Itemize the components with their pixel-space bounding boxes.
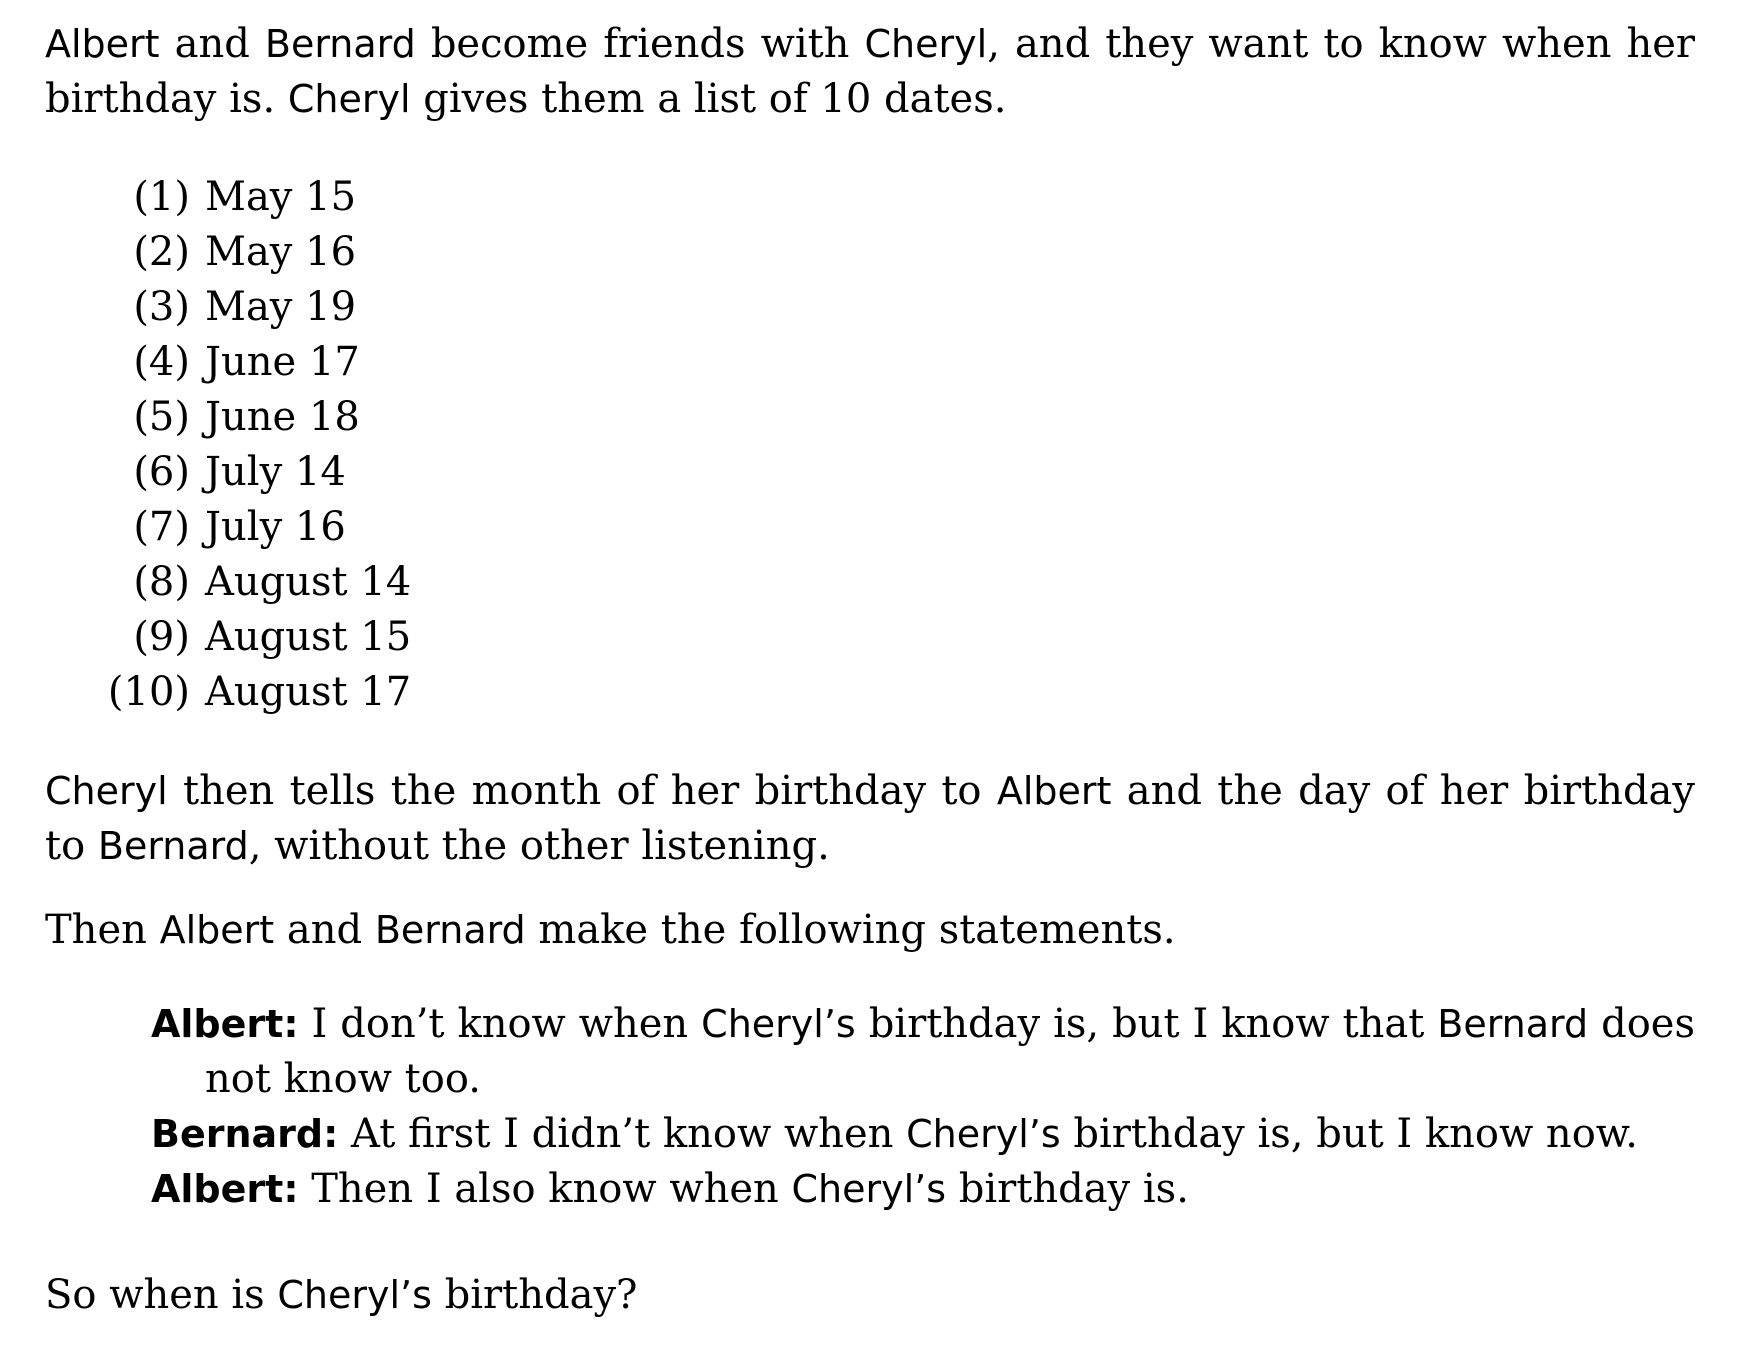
question-text-1: So when is xyxy=(45,1272,278,1318)
list-item xyxy=(45,390,745,445)
intro-paragraph xyxy=(45,17,1695,127)
item-date: August 15 xyxy=(205,614,412,660)
speaker-label: Bernard: xyxy=(151,1112,339,1156)
statement-text: Then I also know when xyxy=(298,1166,792,1212)
speaker-label: Albert: xyxy=(151,1167,299,1211)
intro-text-1: and xyxy=(159,21,265,67)
tell-text-2: and the day of her birthday to xyxy=(45,768,1695,869)
then-text-1: Then xyxy=(45,907,160,953)
item-date: August 17 xyxy=(205,669,412,715)
list-item xyxy=(45,500,745,555)
name-albert: Albert xyxy=(996,769,1112,813)
name-cheryls: Cheryl’s xyxy=(277,1273,432,1317)
list-item xyxy=(45,335,745,390)
item-number: (6) xyxy=(133,449,190,495)
speaker-label: Albert: xyxy=(151,1002,299,1046)
item-date: May 16 xyxy=(205,229,357,275)
statement-albert-2 xyxy=(151,1162,1695,1217)
tell-text-3: , without the other listening. xyxy=(248,823,830,869)
statement-text: birthday is. xyxy=(946,1166,1189,1212)
item-number: (10) xyxy=(107,669,190,715)
name-bernard: Bernard xyxy=(264,22,416,66)
list-item xyxy=(45,610,745,665)
date-list xyxy=(45,170,745,720)
name-cheryls: Cheryl’s xyxy=(791,1167,947,1211)
statement-text: At first I didn’t know when xyxy=(338,1111,907,1157)
item-date: May 19 xyxy=(205,284,357,330)
item-date: June 18 xyxy=(205,394,360,440)
item-number: (8) xyxy=(133,559,190,605)
list-item xyxy=(45,280,745,335)
statement-text: birthday is, but I know now. xyxy=(1060,1111,1638,1157)
intro-text-2: become friends with xyxy=(415,21,865,67)
name-albert: Albert xyxy=(159,908,275,952)
item-date: August 14 xyxy=(205,559,412,605)
item-number: (1) xyxy=(133,174,190,220)
intro-text-3: , and they want to know when her birthday is. xyxy=(45,21,1695,122)
list-item xyxy=(45,555,745,610)
item-date: June 17 xyxy=(205,339,360,385)
then-text-2: and xyxy=(274,907,375,953)
list-item xyxy=(45,170,745,225)
item-date: July 16 xyxy=(205,504,346,550)
statement-text: birthday is, but I know that xyxy=(855,1001,1438,1047)
item-number: (9) xyxy=(133,614,190,660)
item-number: (5) xyxy=(133,394,190,440)
name-cheryl: Cheryl xyxy=(287,77,411,121)
name-albert: Albert xyxy=(45,22,160,66)
tell-text-1: then tells the month of her birthday to xyxy=(167,768,997,814)
item-number: (4) xyxy=(133,339,190,385)
then-text-3: make the following statements. xyxy=(525,907,1176,953)
list-item xyxy=(45,225,745,280)
item-number: (3) xyxy=(133,284,190,330)
intro-text-4: gives them a list of 10 dates. xyxy=(410,76,1007,122)
name-cheryl: Cheryl xyxy=(864,22,988,66)
statement-text: I don’t know when xyxy=(298,1001,702,1047)
statement-albert-1 xyxy=(151,997,1695,1107)
item-date: May 15 xyxy=(205,174,357,220)
item-number: (7) xyxy=(133,504,190,550)
item-number: (2) xyxy=(133,229,190,275)
statement-text: does not know too. xyxy=(205,1001,1695,1102)
item-date: July 14 xyxy=(205,449,346,495)
list-item xyxy=(45,445,745,500)
question-text-2: birthday? xyxy=(431,1272,638,1318)
tell-paragraph xyxy=(45,764,1695,874)
statement-bernard xyxy=(151,1107,1695,1162)
name-bernard: Bernard xyxy=(374,908,526,952)
name-cheryls: Cheryl’s xyxy=(701,1002,856,1046)
name-cheryl: Cheryl xyxy=(45,769,168,813)
name-bernard: Bernard xyxy=(97,824,249,868)
statements xyxy=(151,997,1695,1217)
then-paragraph xyxy=(45,903,1695,958)
name-cheryls: Cheryl’s xyxy=(906,1112,1061,1156)
name-bernard: Bernard xyxy=(1437,1002,1589,1046)
question-paragraph xyxy=(45,1268,1695,1323)
list-item xyxy=(45,665,745,720)
